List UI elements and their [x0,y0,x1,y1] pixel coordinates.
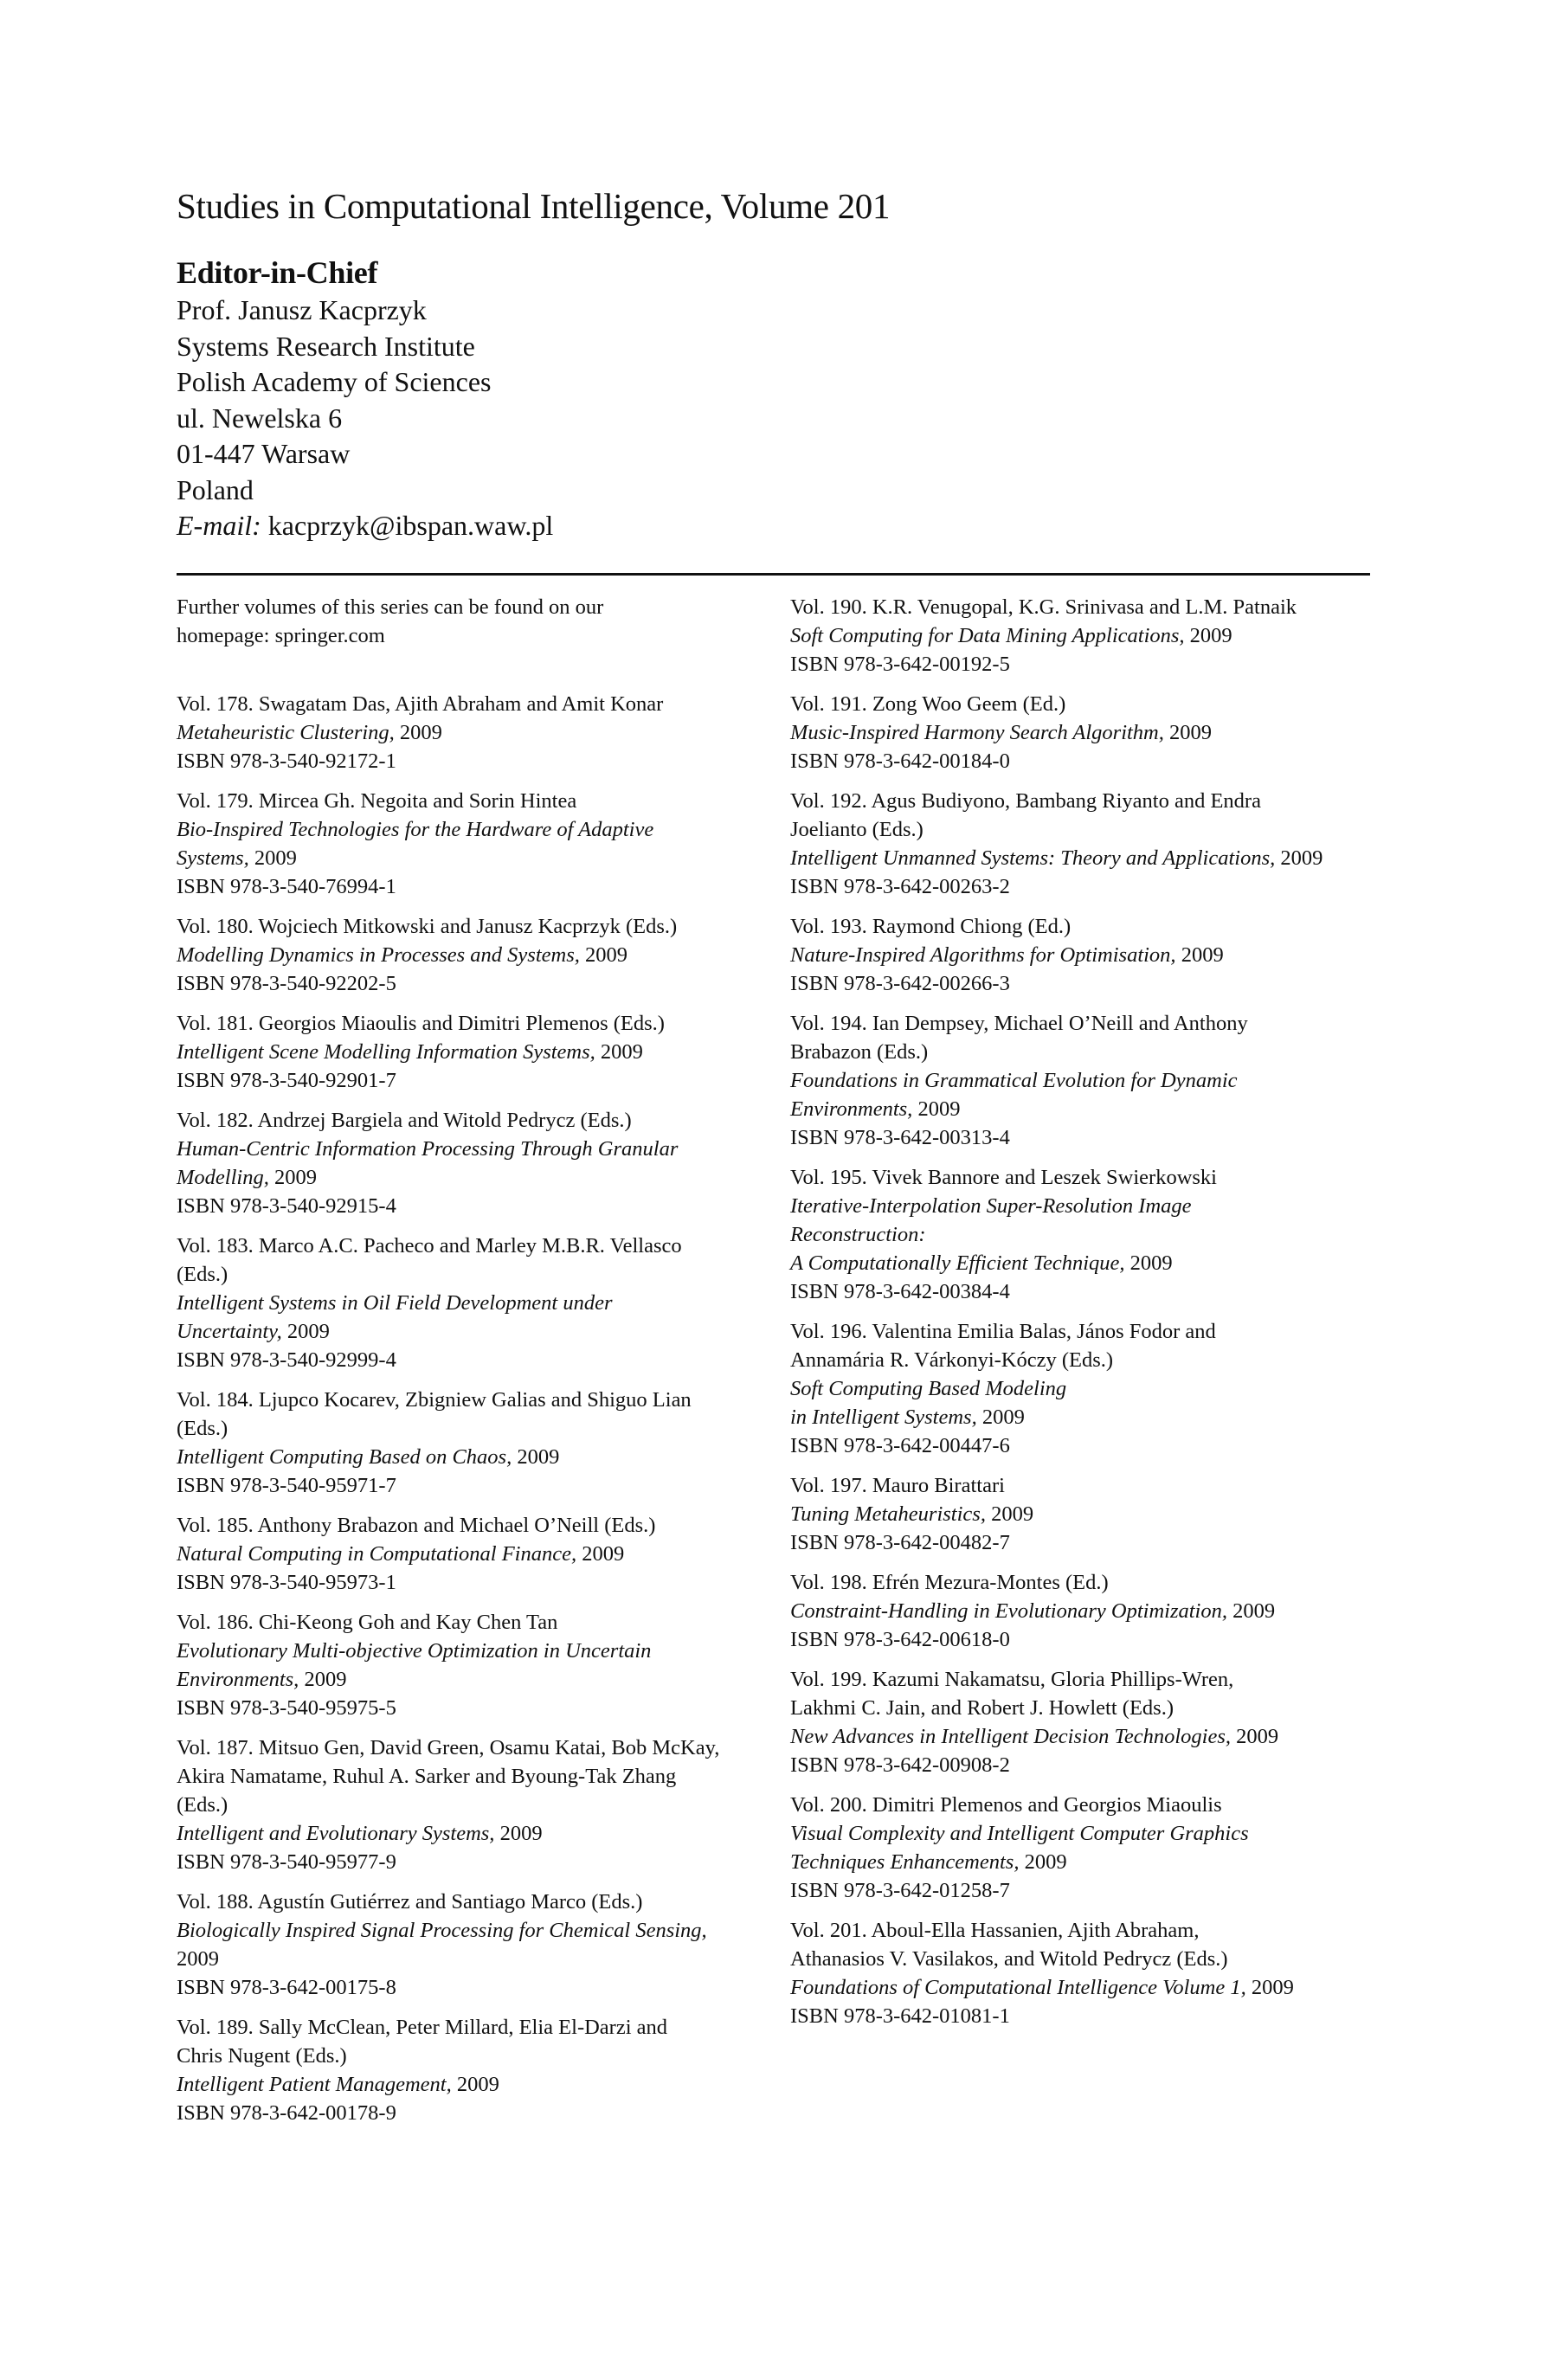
volume-entry [177,1734,765,1876]
volume-year: 2009 [299,1668,347,1691]
volume-entry-line [177,1346,765,1374]
volume-text: Vol. 192. Agus Budiyono, Bambang Riyanto and Endra [790,789,1261,813]
volume-text: ISBN 978-3-642-00482-7 [790,1531,1010,1554]
horizontal-rule [177,573,1370,576]
volume-title: Modelling, [177,1166,269,1189]
volume-entry [790,912,1396,998]
volume-entry [177,1106,765,1220]
volume-entry-line [177,1916,765,1945]
volume-text: Vol. 197. Mauro Birattari [790,1474,1005,1497]
volume-entry [177,787,765,901]
volume-text: Vol. 188. Agustín Gutiérrez and Santiago Marco (Eds.) [177,1890,643,1914]
volume-text: Vol. 194. Ian Dempsey, Michael O’Neill and Anthony [790,1012,1248,1035]
volume-entry-line [790,1791,1396,1819]
volume-entry-line [790,2002,1396,2030]
volume-title: Intelligent Scene Modelling Information Systems, [177,1040,595,1064]
volume-title: New Advances in Intelligent Decision Technologies, [790,1725,1231,1748]
volume-title: Tuning Metaheuristics, [790,1502,986,1526]
right-column [790,593,1396,2042]
volume-text: (Eds.) [177,1417,228,1440]
volume-entry [790,1791,1396,1905]
volume-text: Annamária R. Várkonyi-Kóczy (Eds.) [790,1348,1114,1372]
volume-entry-line [790,1066,1396,1095]
volume-year: 2009 [281,1320,330,1343]
volume-entry-line [177,2042,765,2070]
volume-text: ISBN 978-3-540-76994-1 [177,875,396,898]
volume-entry-line [790,1945,1396,1973]
series-note [177,593,765,650]
volume-text: Vol. 193. Raymond Chiong (Ed.) [790,915,1072,938]
volume-text: Vol. 182. Andrzej Bargiela and Witold Pedrycz (Eds.) [177,1109,632,1132]
volume-title: Soft Computing for Data Mining Applications, [790,624,1185,647]
volume-title: Uncertainty, [177,1320,282,1343]
volume-entry-line [790,1123,1396,1152]
volume-entry-line [790,941,1396,969]
volume-entry-line [790,1694,1396,1722]
volume-entry [177,690,765,775]
volume-entry-line [177,1443,765,1471]
volume-entry [790,1471,1396,1557]
volume-text: Vol. 180. Wojciech Mitkowski and Janusz Kacprzyk (Eds.) [177,915,678,938]
volume-title: Nature-Inspired Algorithms for Optimisation, [790,943,1176,967]
volume-entry-line [177,1135,765,1163]
volume-list-left [177,690,765,2127]
volume-entry-line [790,593,1396,621]
volume-text: ISBN 978-3-642-00266-3 [790,972,1010,995]
volume-entry [177,1608,765,1722]
volume-title: Intelligent Computing Based on Chaos, [177,1445,512,1469]
volume-entry-line [177,969,765,998]
volume-entry-line [790,1665,1396,1694]
volume-entry-line [790,1009,1396,1038]
volume-text: ISBN 978-3-642-00313-4 [790,1126,1010,1149]
volume-entry-line [790,1374,1396,1403]
volume-title: Constraint-Handling in Evolutionary Optimization, [790,1599,1227,1623]
volume-year: 2009 [576,1542,625,1566]
volume-entry-line [177,941,765,969]
volume-entry-line [177,1540,765,1568]
volume-entry-line [177,2099,765,2127]
volume-entry-line [177,1945,765,1973]
volume-entry-line [790,1751,1396,1779]
volume-entry-line [790,1722,1396,1751]
volume-text: (Eds.) [177,1263,228,1286]
volume-entry-line [790,1625,1396,1654]
volume-text: ISBN 978-3-540-95975-5 [177,1696,396,1720]
volume-text: Vol. 185. Anthony Brabazon and Michael O’Neill (Eds.) [177,1514,656,1537]
volume-entry [790,1317,1396,1460]
volume-entry-line [790,969,1396,998]
volume-text: ISBN 978-3-540-92202-5 [177,972,396,995]
volume-entry [177,912,765,998]
volume-entry-line [790,747,1396,775]
volume-text: Vol. 195. Vivek Bannore and Leszek Swierkowski [790,1166,1217,1189]
volume-title: Biologically Inspired Signal Processing for Chemical Sensing, [177,1919,707,1942]
volume-text: ISBN 978-3-642-00447-6 [790,1434,1010,1457]
volume-entry-line [790,1597,1396,1625]
volume-text: Vol. 189. Sally McClean, Peter Millard, Elia El-Darzi and [177,2016,668,2039]
volume-text: ISBN 978-3-540-92172-1 [177,749,396,773]
volume-title: Modelling Dynamics in Processes and Systems, [177,943,580,967]
volume-entry-line [790,787,1396,815]
volume-text: Vol. 191. Zong Woo Geem (Ed.) [790,692,1066,716]
volume-year: 2009 [1230,1725,1279,1748]
volume-entry-line [177,2013,765,2042]
volume-entry-line [177,1471,765,1500]
email-label: E-mail: [177,510,261,541]
volume-entry [790,1916,1396,2030]
volume-entry [790,1163,1396,1306]
volume-text: Akira Namatame, Ruhul A. Sarker and Byoung-Tak Zhang [177,1765,677,1788]
volume-title: in Intelligent Systems, [790,1405,977,1429]
editor-block [177,253,553,544]
volume-entry-line [790,1848,1396,1876]
volume-entry-line [177,1038,765,1066]
volume-entry-line [177,912,765,941]
volume-entry-line [177,1665,765,1694]
volume-entry-line [177,1791,765,1819]
volume-entry-line [790,1317,1396,1346]
volume-entry-line [177,1260,765,1289]
volume-title: Intelligent Unmanned Systems: Theory and Applications, [790,846,1276,870]
volume-text: Vol. 187. Mitsuo Gen, David Green, Osamu Katai, Bob McKay, [177,1736,720,1759]
volume-entry-line [790,1038,1396,1066]
volume-year: 2009 [976,1405,1025,1429]
volume-year: 2009 [1275,846,1323,870]
volume-year: 2009 [248,846,297,870]
volume-text: Vol. 196. Valentina Emilia Balas, János Fodor and [790,1320,1216,1343]
volume-entry-line [790,621,1396,650]
volume-list-right [790,593,1396,2030]
volume-entry-line [790,1471,1396,1500]
volume-entry-line [177,1289,765,1317]
volume-entry-line [790,690,1396,718]
volume-text: Vol. 198. Efrén Mezura-Montes (Ed.) [790,1571,1109,1594]
volume-entry-line [790,1095,1396,1123]
volume-title: Metaheuristic Clustering, [177,721,395,744]
volume-entry-line [177,1637,765,1665]
editor-heading: Editor-in-Chief [177,255,378,290]
volume-entry-line [790,1916,1396,1945]
editor-address-line: Systems Research Institute [177,330,475,362]
volume-entry-line [790,1403,1396,1431]
email-address[interactable]: kacprzyk@ibspan.waw.pl [261,510,554,541]
volume-title: Intelligent Systems in Oil Field Development under [177,1291,613,1315]
volume-year: 2009 [494,1822,543,1845]
volume-text: Vol. 179. Mircea Gh. Negoita and Sorin Hintea [177,789,577,813]
volume-text: Vol. 181. Georgios Miaoulis and Dimitri Plemenos (Eds.) [177,1012,665,1035]
volume-title: Foundations of Computational Intelligence Volume 1, [790,1976,1246,1999]
volume-text: Vol. 183. Marco A.C. Pacheco and Marley M.B.R. Vellasco [177,1234,682,1258]
volume-entry-line [790,650,1396,679]
volume-text: Vol. 186. Chi-Keong Goh and Kay Chen Tan [177,1611,558,1634]
volume-text: ISBN 978-3-540-95977-9 [177,1850,396,1874]
volume-text: Athanasios V. Vasilakos, and Witold Pedrycz (Eds.) [790,1947,1228,1971]
volume-text: Chris Nugent (Eds.) [177,2044,347,2068]
volume-year: 2009 [451,2073,499,2096]
volume-entry-line [790,1346,1396,1374]
volume-entry [790,1665,1396,1779]
volume-entry-line [177,1106,765,1135]
volume-year: 2009 [579,943,627,967]
volume-entry [177,1511,765,1597]
volume-year: 2009 [912,1097,961,1121]
volume-entry-line [177,1163,765,1192]
volume-entry-line [177,815,765,844]
volume-text: Joelianto (Eds.) [790,818,924,841]
volume-entry [790,593,1396,679]
volume-entry-line [177,690,765,718]
series-note-line: Further volumes of this series can be found on our [177,595,604,619]
volume-entry-line [177,1317,765,1346]
volume-entry [177,2013,765,2127]
volume-text: Vol. 178. Swagatam Das, Ajith Abraham and Amit Konar [177,692,664,716]
editor-address-line: Polish Academy of Sciences [177,366,492,397]
volume-entry [177,1232,765,1374]
volume-title: Soft Computing Based Modeling [790,1377,1067,1400]
volume-entry-line [177,1568,765,1597]
volume-entry [177,1009,765,1095]
volume-entry-line [177,1734,765,1762]
volume-text: ISBN 978-3-642-00384-4 [790,1280,1010,1303]
volume-year: 2009 [512,1445,560,1469]
volume-text: ISBN 978-3-540-92999-4 [177,1348,396,1372]
volume-entry-line [177,1973,765,2002]
volume-entry-line [790,718,1396,747]
volume-text: ISBN 978-3-642-01258-7 [790,1879,1010,1902]
volume-entry [790,690,1396,775]
volume-text: ISBN 978-3-642-00178-9 [177,2101,396,2125]
volume-entry-line [177,1232,765,1260]
volume-year: 2009 [1175,943,1224,967]
volume-entry-line [177,1192,765,1220]
volume-entry-line [790,1973,1396,2002]
volume-title: Reconstruction: [790,1223,926,1246]
series-title: Studies in Computational Intelligence, Volume 201 [177,186,891,226]
editor-address-line: ul. Newelska 6 [177,402,343,434]
volume-entry-line [790,1819,1396,1848]
volume-entry-line [790,1431,1396,1460]
volume-text: Vol. 200. Dimitri Plemenos and Georgios Miaoulis [790,1793,1222,1817]
volume-entry [790,1009,1396,1152]
volume-text: Vol. 199. Kazumi Nakamatsu, Gloria Phillips-Wren, [790,1668,1234,1691]
volume-entry-line [177,718,765,747]
volume-title: Human-Centric Information Processing Through Granular [177,1137,679,1161]
volume-entry-line [790,872,1396,901]
volume-year: 2009 [595,1040,643,1064]
volume-text: (Eds.) [177,1793,228,1817]
volume-entry [790,787,1396,901]
volume-title: Iterative-Interpolation Super-Resolution Image [790,1194,1192,1218]
volume-text: Vol. 201. Aboul-Ella Hassanien, Ajith Abraham, [790,1919,1200,1942]
volume-title: Environments, [790,1097,913,1121]
volume-year: 2009 [394,721,442,744]
volume-entry-line [790,1528,1396,1557]
volume-year: 2009 [1019,1850,1067,1874]
volume-entry-line [177,1608,765,1637]
editor-email-line [177,508,553,544]
volume-text: Lakhmi C. Jain, and Robert J. Howlett (Eds.) [790,1696,1174,1720]
volume-title: Intelligent Patient Management, [177,2073,452,2096]
volume-text: Vol. 190. K.R. Venugopal, K.G. Srinivasa and L.M. Patnaik [790,595,1297,619]
volume-entry-line [177,1009,765,1038]
volume-title: Music-Inspired Harmony Search Algorithm, [790,721,1164,744]
volume-title: Evolutionary Multi-objective Optimization in Uncertain [177,1639,652,1663]
volume-text: ISBN 978-3-540-92915-4 [177,1194,396,1218]
volume-year: 2009 [268,1166,317,1189]
volume-text: ISBN 978-3-540-95973-1 [177,1571,396,1594]
volume-year: 2009 [1226,1599,1276,1623]
volume-entry-line [177,1848,765,1876]
volume-entry-line [790,815,1396,844]
volume-entry-line [790,1192,1396,1220]
volume-entry-line [790,844,1396,872]
volume-title: Visual Complexity and Intelligent Computer Graphics [790,1822,1249,1845]
volume-entry-line [177,747,765,775]
volume-title: Environments, [177,1668,299,1691]
volume-text: ISBN 978-3-540-92901-7 [177,1069,396,1092]
volume-entry [177,1888,765,2002]
volume-year: 2009 [1184,624,1232,647]
volume-entry-line [177,844,765,872]
volume-entry-line [177,1386,765,1414]
volume-entry-line [177,1762,765,1791]
volume-entry-line [177,1694,765,1722]
volume-entry-line [177,1414,765,1443]
volume-title: A Computationally Efficient Technique, [790,1251,1125,1275]
volume-text: ISBN 978-3-642-00192-5 [790,653,1010,676]
volume-entry-line [177,1511,765,1540]
volume-entry-line [790,1163,1396,1192]
volume-text: ISBN 978-3-642-00175-8 [177,1976,396,1999]
volume-entry [790,1568,1396,1654]
left-column [177,593,765,2139]
volume-entry-line [790,1249,1396,1277]
volume-entry-line [790,1277,1396,1306]
volume-entry-line [177,1066,765,1095]
volume-year: 2009 [1245,1976,1294,1999]
volume-title: Natural Computing in Computational Finance, [177,1542,577,1566]
volume-title: Foundations in Grammatical Evolution for Dynamic [790,1069,1238,1092]
volume-year: 2009 [985,1502,1034,1526]
volume-title: Techniques Enhancements, [790,1850,1020,1874]
volume-text: ISBN 978-3-540-95971-7 [177,1474,396,1497]
volume-entry-line [177,1888,765,1916]
volume-year: 2009 [1163,721,1212,744]
editor-name: Prof. Janusz Kacprzyk [177,294,427,325]
editor-address-line: 01-447 Warsaw [177,438,351,469]
volume-text: 2009 [177,1947,219,1971]
volume-text: ISBN 978-3-642-00184-0 [790,749,1010,773]
volume-text: ISBN 978-3-642-00263-2 [790,875,1010,898]
volume-entry-line [790,912,1396,941]
volume-entry-line [790,1500,1396,1528]
volume-entry-line [790,1568,1396,1597]
volume-entry-line [790,1220,1396,1249]
volume-entry-line [177,787,765,815]
series-note-line: homepage: springer.com [177,624,385,647]
volume-entry-line [790,1876,1396,1905]
volume-year: 2009 [1124,1251,1173,1275]
volume-entry [177,1386,765,1500]
volume-title: Systems, [177,846,249,870]
volume-text: ISBN 978-3-642-01081-1 [790,2004,1010,2028]
volume-title: Intelligent and Evolutionary Systems, [177,1822,495,1845]
volume-text: ISBN 978-3-642-00908-2 [790,1753,1010,1777]
volume-entry-line [177,1819,765,1848]
volume-title: Bio-Inspired Technologies for the Hardware of Adaptive [177,818,654,841]
volume-entry-line [177,872,765,901]
editor-address-line: Poland [177,473,254,505]
volume-text: Vol. 184. Ljupco Kocarev, Zbigniew Galias and Shiguo Lian [177,1388,692,1412]
volume-entry-line [177,2070,765,2099]
volume-text: ISBN 978-3-642-00618-0 [790,1628,1010,1651]
volume-text: Brabazon (Eds.) [790,1040,929,1064]
